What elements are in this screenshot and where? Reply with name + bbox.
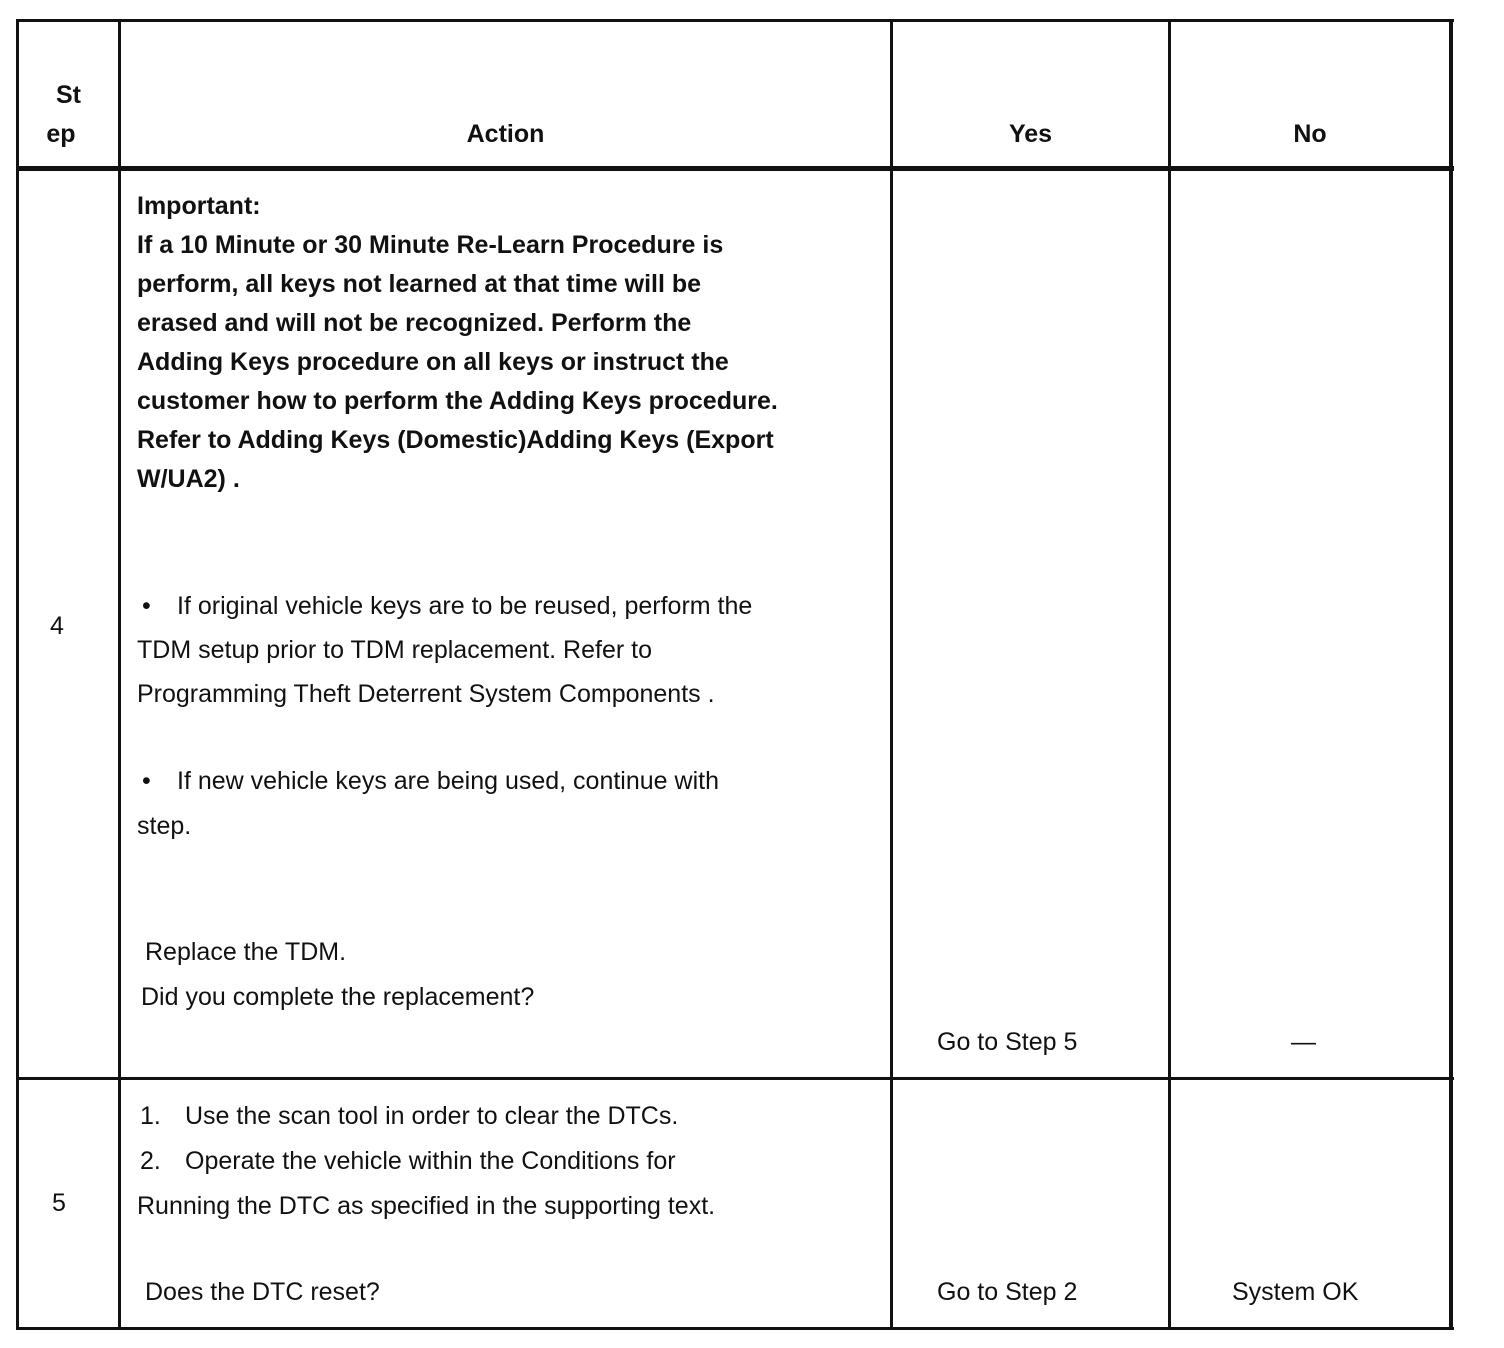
bullet-text: step. [137, 812, 192, 840]
bullet-text: TDM setup prior to TDM replacement. Refer to [137, 636, 652, 664]
important-text: Refer to Adding Keys (Domestic)Adding Keys (Export [137, 426, 774, 454]
question-text: Did you complete the replacement? [141, 983, 535, 1011]
important-text: If a 10 Minute or 30 Minute Re-Learn Procedure is [137, 231, 724, 259]
row-divider [16, 1077, 1454, 1080]
bullet-text: If original vehicle keys are to be reused, perform the [177, 592, 753, 620]
header-bottom-border [16, 166, 1454, 171]
important-text: Adding Keys procedure on all keys or instruct the [137, 348, 729, 376]
important-text: perform, all keys not learned at that time will be [137, 270, 702, 298]
bullet-text: Programming Theft Deterrent System Components . [137, 680, 715, 708]
yes-result: Go to Step 5 [937, 1028, 1078, 1056]
header-step-line2: ep [46, 120, 76, 148]
no-result: — [1291, 1028, 1316, 1056]
bullet-icon: • [142, 767, 151, 795]
no-result: System OK [1232, 1278, 1359, 1306]
header-step-line1: St [56, 81, 81, 109]
bullet-icon: • [142, 592, 151, 620]
question-text: Does the DTC reset? [145, 1278, 380, 1306]
table-bottom-border [16, 1327, 1454, 1330]
header-no: No [1293, 120, 1327, 148]
action-column-divider [890, 19, 893, 1330]
header-yes: Yes [1008, 120, 1053, 148]
list-item-text: Use the scan tool in order to clear the DTCs. [185, 1102, 679, 1130]
list-item-text: Running the DTC as specified in the supporting text. [137, 1192, 716, 1220]
important-text: W/UA2) . [137, 465, 240, 493]
header-action: Action [466, 120, 545, 148]
list-item-number: 1. [140, 1102, 161, 1130]
list-item-text: Operate the vehicle within the Conditions for [185, 1147, 676, 1175]
important-text: customer how to perform the Adding Keys procedure. [137, 387, 778, 415]
step-number: 4 [50, 612, 64, 640]
table-right-border [1449, 19, 1453, 1330]
instruction-text: Replace the TDM. [145, 938, 347, 966]
bullet-text: If new vehicle keys are being used, continue with [177, 767, 719, 795]
list-item-number: 2. [140, 1147, 161, 1175]
yes-column-divider [1168, 19, 1171, 1330]
step-number: 5 [52, 1189, 66, 1217]
important-label: Important: [137, 192, 261, 220]
step-column-divider [118, 19, 121, 1330]
yes-result: Go to Step 2 [937, 1278, 1078, 1306]
table-top-border [16, 19, 1454, 22]
table-left-border [16, 19, 19, 1330]
important-text: erased and will not be recognized. Perform the [137, 309, 692, 337]
